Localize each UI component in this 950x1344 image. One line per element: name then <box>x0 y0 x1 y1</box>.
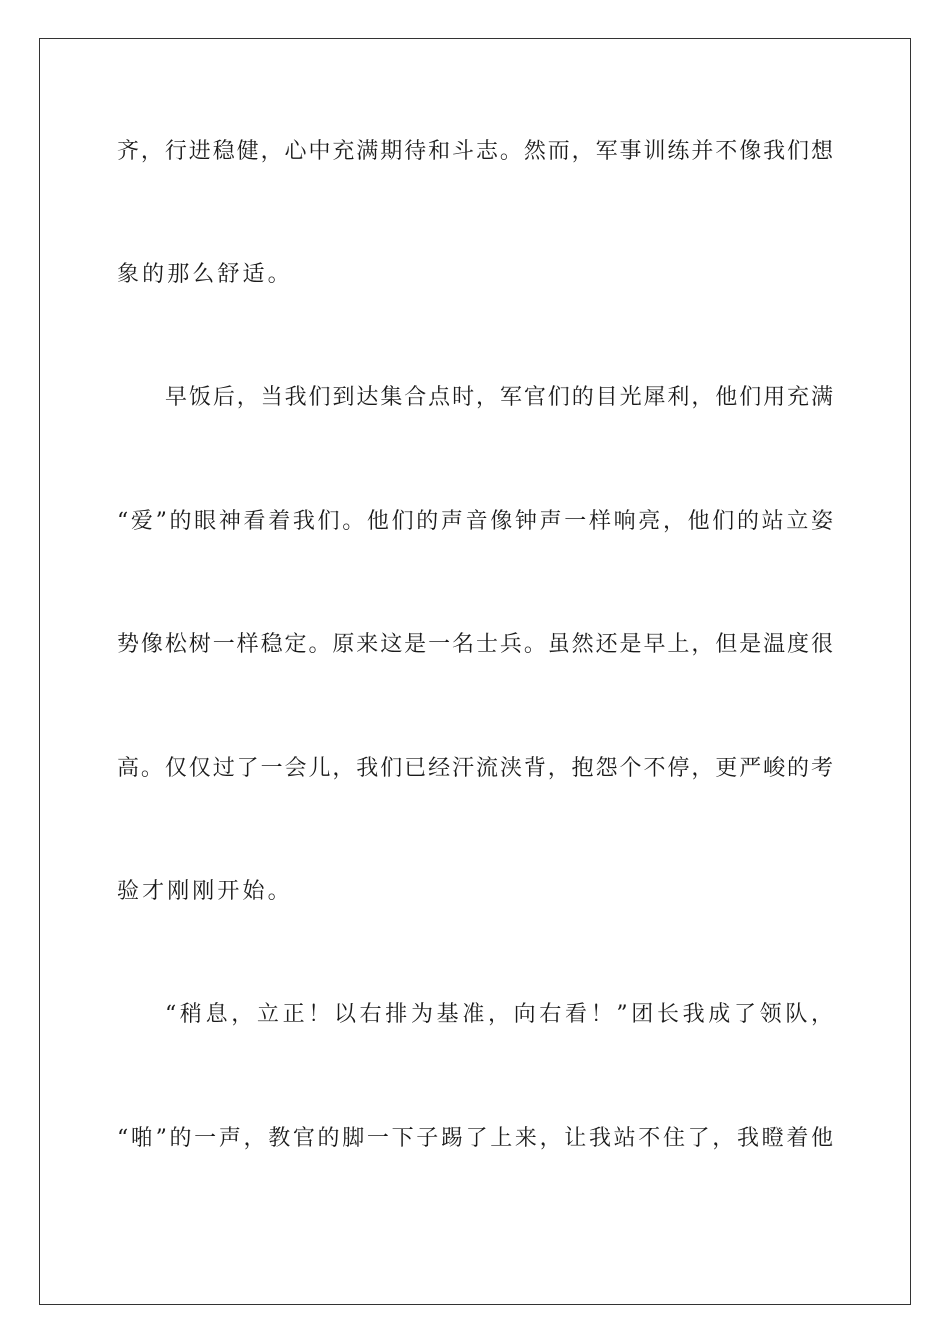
body-text-line: 验才刚刚开始。 <box>117 879 293 904</box>
page-border <box>39 38 911 1305</box>
body-text-line: 早饭后，当我们到达集合点时，军官们的目光犀利，他们用充满 <box>165 385 833 410</box>
body-text-line: 象的那么舒适。 <box>117 262 293 287</box>
body-text-line: 高。仅仅过了一会儿，我们已经汗流浃背，抱怨个不停，更严峻的考 <box>117 756 833 781</box>
body-text-line: “爱”的眼神看着我们。他们的声音像钟声一样响亮，他们的站立姿 <box>117 509 833 534</box>
body-text-line: “稍息，立正！以右排为基准，向右看！”团长我成了领队， <box>165 1002 833 1027</box>
body-text-line: 势像松树一样稳定。原来这是一名士兵。虽然还是早上，但是温度很 <box>117 632 833 657</box>
body-text-line: 齐，行进稳健，心中充满期待和斗志。然而，军事训练并不像我们想 <box>117 139 833 164</box>
body-text-line: “啪”的一声，教官的脚一下子踢了上来，让我站不住了，我瞪着他 <box>117 1126 833 1151</box>
